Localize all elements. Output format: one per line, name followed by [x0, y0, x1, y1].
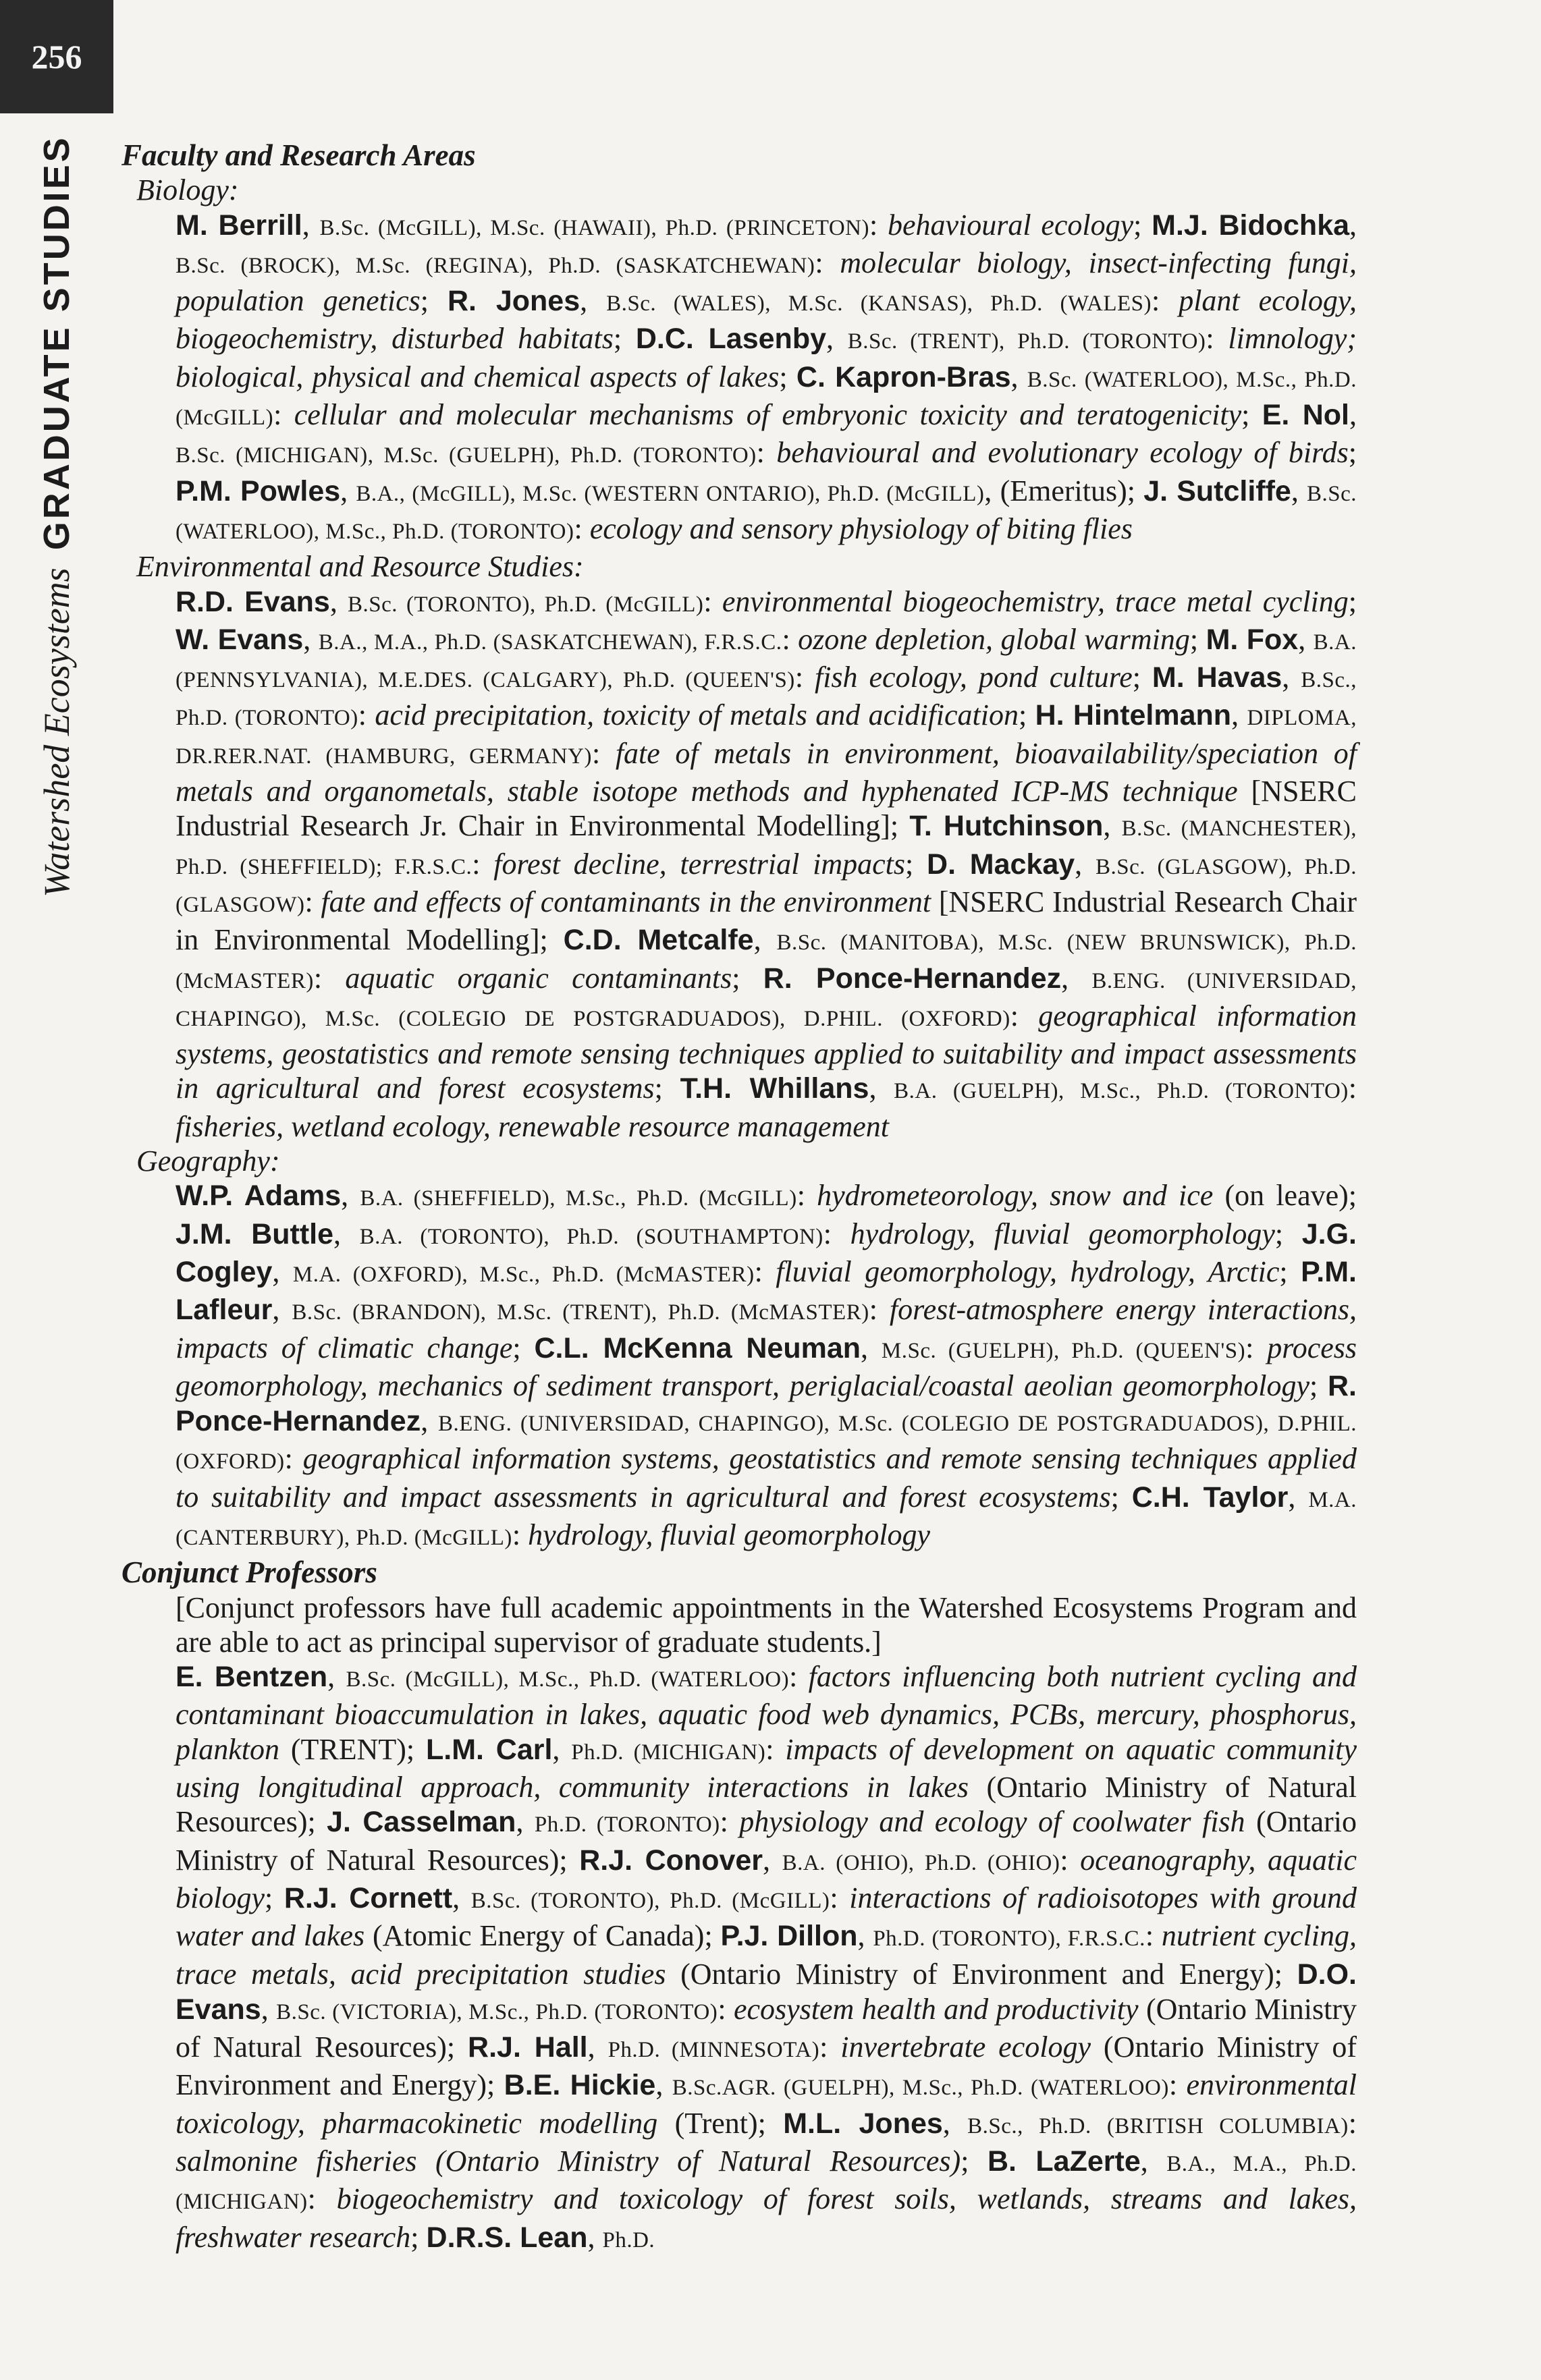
- research-area: forest-atmosphere energy interactions, impacts of climatic change: [175, 1293, 1357, 1364]
- faculty-credentials: Ph.D. (TORONTO): [534, 1812, 720, 1837]
- faculty-credentials: B.Sc. (WATERLOO), M.Sc., Ph.D. (TORONTO): [175, 481, 1357, 544]
- faculty-entry: J.G. Cogley, M.A. (OXFORD), M.Sc., Ph.D. (McMASTER): fluvial geomorphology, hydrology, Arctic;: [175, 1217, 1357, 1288]
- research-area: salmonine fisheries (Ontario Ministry of Natural Resources): [175, 2144, 961, 2178]
- faculty-credentials: M.A. (OXFORD), M.Sc., Ph.D. (McMASTER): [292, 1262, 755, 1287]
- faculty-entry: W. Evans, B.A., M.A., Ph.D. (SASKATCHEWAN), F.R.S.C.: ozone depletion, global warming;: [175, 622, 1206, 656]
- faculty-name: P.M. Powles: [175, 474, 341, 507]
- faculty-credentials: B.Sc. (MANCHESTER), Ph.D. (SHEFFIELD); F.R.S.C.: [175, 817, 1357, 879]
- faculty-entry: M. Fox, B.A. (PENNSYLVANIA), M.E.DES. (CALGARY), Ph.D. (QUEEN'S): fish ecology, pond culture;: [175, 622, 1357, 694]
- faculty-entry: R.J. Cornett, B.Sc. (TORONTO), Ph.D. (McGILL): interactions of radioisotopes with ground water and lakes (Atomic Energy of Canada);: [175, 1881, 1357, 1953]
- faculty-name: B.E. Hickie: [504, 2069, 656, 2102]
- faculty-entry: T.H. Whillans, B.A. (GUELPH), M.Sc., Ph.D. (TORONTO): fisheries, wetland ecology, renewable resource management: [175, 1072, 1357, 1143]
- faculty-entry: L.M. Carl, Ph.D. (MICHIGAN): impacts of development on aquatic community using longitudinal approach, community interactions in lakes (Ontario Ministry of Natural Resources);: [175, 1732, 1357, 1839]
- faculty-note: (Emeritus): [1000, 474, 1127, 507]
- program-name: Watershed Ecosystems: [36, 568, 77, 897]
- research-area: fate of metals in environment, bioavailability/speciation of metals and organometals, stable isotope methods and hyphenated ICP-MS technique: [175, 736, 1357, 808]
- faculty-entry: W.P. Adams, B.A. (SHEFFIELD), M.Sc., Ph.D. (McGILL): hydrometeorology, snow and ice (on leave);: [175, 1179, 1357, 1213]
- faculty-entry: E. Nol, B.Sc. (MICHIGAN), M.Sc. (GUELPH), Ph.D. (TORONTO): behavioural and evolutionary ecology of birds;: [175, 398, 1357, 470]
- faculty-note: (Atomic Energy of Canada): [372, 1919, 705, 1953]
- faculty-credentials: B.A. (PENNSYLVANIA), M.E.DES. (CALGARY), Ph.D. (QUEEN'S): [175, 630, 1357, 693]
- faculty-entry: D.R.S. Lean, Ph.D.: [426, 2220, 655, 2254]
- research-area: interactions of radioisotopes with ground water and lakes: [175, 1881, 1357, 1953]
- faculty-credentials: B.Sc. (VICTORIA), M.Sc., Ph.D. (TORONTO): [276, 1999, 718, 2024]
- research-area: factors influencing both nutrient cycling and contaminant bioaccumulation in lakes, aquatic food web dynamics, PCBs, mercury, phosphorus, plankton: [175, 1660, 1357, 1766]
- faculty-note: [NSERC Industrial Research Jr. Chair in Environmental Modelling]: [175, 775, 1357, 843]
- faculty-name: R. Ponce-Hernandez: [763, 962, 1062, 995]
- research-area: fluvial geomorphology, hydrology, Arctic: [776, 1254, 1280, 1288]
- research-area: environmental toxicology, pharmacokinetic modelling: [175, 2068, 1357, 2140]
- faculty-name: M. Havas: [1152, 661, 1282, 694]
- faculty-entry: R.D. Evans, B.Sc. (TORONTO), Ph.D. (McGILL): environmental biogeochemistry, trace metal cycling;: [175, 584, 1357, 618]
- faculty-note: (Ontario Ministry of Environment and Energy): [680, 1957, 1274, 1991]
- faculty-entry: J.M. Buttle, B.A. (TORONTO), Ph.D. (SOUTHAMPTON): hydrology, fluvial geomorphology;: [175, 1217, 1302, 1250]
- faculty-name: D. Mackay: [927, 848, 1075, 881]
- faculty-name: W. Evans: [175, 623, 304, 656]
- research-area: oceanography, aquatic biology: [175, 1843, 1357, 1914]
- faculty-name: C.H. Taylor: [1131, 1480, 1289, 1514]
- faculty-name: R.J. Conover: [579, 1844, 763, 1877]
- research-area: hydrometeorology, snow and ice: [817, 1179, 1214, 1213]
- faculty-note: (Ontario Ministry of Natural Resources): [175, 1992, 1357, 2064]
- faculty-entry: D.C. Lasenby, B.Sc. (TRENT), Ph.D. (TORONTO): limnology; biological, physical and chemical aspects of lakes;: [175, 322, 1357, 393]
- faculty-name: R.J. Cornett: [283, 1881, 453, 1914]
- research-area: behavioural ecology: [887, 208, 1134, 242]
- faculty-credentials: B.Sc. (GLASGOW), Ph.D. (GLASGOW): [175, 854, 1357, 917]
- faculty-entry: T. Hutchinson, B.Sc. (MANCHESTER), Ph.D. (SHEFFIELD); F.R.S.C.: forest decline, terrestrial impacts;: [175, 809, 1357, 881]
- faculty-credentials: B.A., M.A., Ph.D. (MICHIGAN): [175, 2152, 1357, 2215]
- faculty-credentials: B.A. (OHIO), Ph.D. (OHIO): [782, 1850, 1060, 1875]
- faculty-entry: M. Havas, B.Sc., Ph.D. (TORONTO): acid precipitation, toxicity of metals and acidification;: [175, 661, 1357, 732]
- faculty-name: C.L. McKenna Neuman: [534, 1331, 861, 1364]
- research-area: hydrology, fluvial geomorphology: [850, 1217, 1275, 1250]
- faculty-name: J.M. Buttle: [175, 1217, 334, 1250]
- faculty-note: (TRENT): [290, 1732, 406, 1766]
- research-area: ecosystem health and productivity: [733, 1992, 1139, 2026]
- faculty-name: T.H. Whillans: [680, 1072, 869, 1105]
- research-area: geographical information systems, geostatistics and remote sensing techniques applied to suitability and impact assessments in agricultural and forest ecosystems: [175, 999, 1357, 1105]
- faculty-credentials: B.Sc. (McGILL), M.Sc. (HAWAII), Ph.D. (PRINCETON): [319, 215, 869, 240]
- faculty-credentials: B.Sc.AGR. (GUELPH), M.Sc., Ph.D. (WATERLOO): [672, 2076, 1169, 2101]
- faculty-entry: C.D. Metcalfe, B.Sc. (MANITOBA), M.Sc. (NEW BRUNSWICK), Ph.D. (McMASTER): aquatic organic contaminants;: [175, 923, 1357, 995]
- faculty-entry: B.E. Hickie, B.Sc.AGR. (GUELPH), M.Sc., Ph.D. (WATERLOO): environmental toxicology, pharmacokinetic modelling (Trent);: [175, 2068, 1357, 2140]
- faculty-entry: R. Jones, B.Sc. (WALES), M.Sc. (KANSAS), Ph.D. (WALES): plant ecology, biogeochemistry, disturbed habitats;: [175, 284, 1357, 356]
- research-area: behavioural and evolutionary ecology of birds: [776, 436, 1349, 470]
- faculty-entry: M. Berrill, B.Sc. (McGILL), M.Sc. (HAWAII), Ph.D. (PRINCETON): behavioural ecology;: [175, 208, 1152, 242]
- faculty-name: J. Casselman: [327, 1806, 516, 1839]
- research-area: aquatic organic contaminants: [345, 961, 732, 995]
- faculty-entry: E. Bentzen, B.Sc. (McGILL), M.Sc., Ph.D. (WATERLOO): factors influencing both nutrient cycling and contaminant bioaccumulation in lakes, aquatic food web dynamics, PCBs, mercury, phosphorus, plankton (TRENT);: [175, 1660, 1357, 1766]
- faculty-note: (on leave): [1224, 1179, 1349, 1213]
- faculty-credentials: B.Sc. (WALES), M.Sc. (KANSAS), Ph.D. (WALES): [606, 292, 1152, 316]
- faculty-credentials: B.A. (GUELPH), M.Sc., Ph.D. (TORONTO): [894, 1079, 1349, 1104]
- faculty-name: C. Kapron-Bras: [796, 360, 1011, 393]
- faculty-credentials: Ph.D. (TORONTO), F.R.S.C.: [873, 1927, 1145, 1952]
- research-area: forest decline, terrestrial impacts: [493, 847, 905, 881]
- faculty-credentials: M.Sc. (GUELPH), Ph.D. (QUEEN'S): [881, 1338, 1246, 1363]
- faculty-credentials: Ph.D. (MICHIGAN): [571, 1740, 766, 1765]
- faculty-name: M. Fox: [1206, 623, 1299, 656]
- research-area: molecular biology, insect-infecting fungi, population genetics: [175, 246, 1357, 318]
- faculty-credentials: B.A., M.A., Ph.D. (SASKATCHEWAN), F.R.S.C.: [318, 630, 782, 655]
- faculty-name: R.J. Hall: [468, 2031, 588, 2064]
- research-area: fate and effects of contaminants in the environment: [321, 885, 931, 918]
- faculty-name: M.L. Jones: [783, 2107, 943, 2140]
- faculty-credentials: B.Sc., Ph.D. (BRITISH COLUMBIA): [967, 2113, 1349, 2138]
- faculty-name: E. Nol: [1262, 399, 1349, 432]
- research-area: limnology; biological, physical and chemical aspects of lakes: [175, 322, 1357, 393]
- research-area: cellular and molecular mechanisms of embryonic toxicity and teratogenicity: [294, 398, 1242, 432]
- faculty-credentials: B.Sc. (TRENT), Ph.D. (TORONTO): [847, 329, 1206, 354]
- faculty-name: P.J. Dillon: [720, 1920, 858, 1953]
- faculty-name: M.J. Bidochka: [1152, 209, 1350, 242]
- faculty-name: R. Ponce-Hernandez: [175, 1369, 1357, 1438]
- faculty-credentials: B.Sc. (TORONTO), Ph.D. (McGILL): [470, 1888, 830, 1913]
- page-number: 256: [0, 0, 113, 113]
- faculty-note: (Ontario Ministry of Natural Resources): [175, 1805, 1357, 1877]
- research-area: plant ecology, biogeochemistry, disturbed habitats: [175, 284, 1357, 356]
- faculty-note: (Ontario Ministry of Environment and Energy): [175, 2030, 1357, 2102]
- faculty-credentials: B.ENG. (UNIVERSIDAD, CHAPINGO), M.Sc. (COLEGIO DE POSTGRADUADOS), D.PHIL. (OXFORD): [175, 1412, 1357, 1474]
- conjunct-intro: [Conjunct professors have full academic appointments in the Watershed Ecosystems Program and are able to act as principal supervisor of graduate students.]: [175, 1590, 1357, 1659]
- faculty-entry: P.J. Dillon, Ph.D. (TORONTO), F.R.S.C.: nutrient cycling, trace metals, acid precipitation studies (Ontario Ministry of Environment and Energy);: [175, 1919, 1357, 1991]
- faculty-credentials: Ph.D.: [602, 2227, 655, 2252]
- faculty-name: L.M. Carl: [425, 1733, 553, 1766]
- faculty-note: [NSERC Industrial Research Chair in Environmental Modelling]: [175, 885, 1357, 957]
- section-heading: Faculty and Research Areas: [121, 138, 476, 172]
- faculty-entry: J. Sutcliffe, B.Sc. (WATERLOO), M.Sc., Ph.D. (TORONTO): ecology and sensory physiology of biting flies: [175, 474, 1357, 545]
- research-area: process geomorphology, mechanics of sediment transport, periglacial/coastal aeolian geomorphology: [175, 1331, 1357, 1402]
- research-area: hydrology, fluvial geomorphology: [528, 1518, 931, 1551]
- faculty-entry: P.M. Lafleur, B.Sc. (BRANDON), M.Sc. (TRENT), Ph.D. (McMASTER): forest-atmosphere energy interactions, impacts of climatic change;: [175, 1255, 1357, 1364]
- faculty-entry: C. Kapron-Bras, B.Sc. (WATERLOO), M.Sc., Ph.D. (McGILL): cellular and molecular mechanisms of embryonic toxicity and teratogenicity;: [175, 360, 1357, 432]
- faculty-credentials: M.A. (CANTERBURY), Ph.D. (McGILL): [175, 1487, 1357, 1550]
- faculty-name: D.R.S. Lean: [426, 2221, 588, 2254]
- faculty-credentials: B.Sc. (MICHIGAN), M.Sc. (GUELPH), Ph.D. (TORONTO): [175, 443, 757, 468]
- research-area: geographical information systems, geostatistics and remote sensing techniques applied to suitability and impact assessments in agricultural and forest ecosystems: [175, 1442, 1357, 1514]
- discipline-heading: Biology:: [136, 173, 239, 207]
- faculty-groups: [121, 173, 1357, 1555]
- conjunct-list: [121, 1590, 1357, 2258]
- faculty-entry: M.J. Bidochka, B.Sc. (BROCK), M.Sc. (REGINA), Ph.D. (SASKATCHEWAN): molecular biology, insect-infecting fungi, population genetics;: [175, 208, 1357, 318]
- faculty-entry: M.L. Jones, B.Sc., Ph.D. (BRITISH COLUMBIA): salmonine fisheries (Ontario Ministry of Natural Resources);: [175, 2106, 1357, 2178]
- faculty-name: R.D. Evans: [175, 585, 330, 618]
- faculty-credentials: B.Sc. (BROCK), M.Sc. (REGINA), Ph.D. (SASKATCHEWAN): [175, 253, 815, 278]
- faculty-credentials: Ph.D. (MINNESOTA): [607, 2038, 820, 2063]
- research-area: nutrient cycling, trace metals, acid precipitation studies: [175, 1919, 1357, 1991]
- research-area: invertebrate ecology: [840, 2030, 1091, 2064]
- faculty-entry: R.J. Conover, B.A. (OHIO), Ph.D. (OHIO): oceanography, aquatic biology;: [175, 1843, 1357, 1914]
- research-area: physiology and ecology of coolwater fish: [739, 1805, 1245, 1839]
- faculty-name: B. LaZerte: [987, 2145, 1141, 2178]
- research-area: impacts of development on aquatic community using longitudinal approach, community interactions in lakes: [175, 1732, 1357, 1804]
- faculty-credentials: DIPLOMA, DR.RER.NAT. (HAMBURG, GERMANY): [175, 706, 1357, 769]
- faculty-entry: R.J. Hall, Ph.D. (MINNESOTA): invertebrate ecology (Ontario Ministry of Environment and Energy);: [175, 2030, 1357, 2102]
- research-area: fish ecology, pond culture: [814, 661, 1133, 694]
- faculty-entry: R. Ponce-Hernandez, B.ENG. (UNIVERSIDAD, CHAPINGO), M.Sc. (COLEGIO DE POSTGRADUADOS), D.PHIL. (OXFORD): geographical information systems, geostatistics and remote sensing techniques applied to suitability and impact assessments in agricultural and forest ecosystems;: [175, 961, 1357, 1105]
- faculty-name: H. Hintelmann: [1035, 699, 1232, 732]
- faculty-name: E. Bentzen: [175, 1661, 328, 1694]
- faculty-credentials: B.Sc. (TORONTO), Ph.D. (McGILL): [348, 592, 704, 617]
- faculty-credentials: B.Sc. (McGILL), M.Sc., Ph.D. (WATERLOO): [346, 1667, 790, 1692]
- conjunct-heading: Conjunct Professors: [121, 1555, 377, 1590]
- research-area: ecology and sensory physiology of biting flies: [589, 511, 1133, 545]
- faculty-credentials: B.Sc. (WATERLOO), M.Sc., Ph.D. (McGILL): [175, 367, 1357, 431]
- discipline-heading: Geography:: [136, 1144, 280, 1178]
- faculty-name: W.P. Adams: [175, 1180, 342, 1213]
- faculty-name: D.C. Lasenby: [635, 323, 827, 356]
- faculty-credentials: B.ENG. (UNIVERSIDAD, CHAPINGO), M.Sc. (COLEGIO DE POSTGRADUADOS), D.PHIL. (OXFORD): [175, 968, 1357, 1031]
- faculty-name: J. Sutcliffe: [1143, 474, 1291, 507]
- discipline-heading: Environmental and Resource Studies:: [136, 550, 584, 584]
- discipline-faculty: [121, 584, 1357, 1144]
- faculty-credentials: B.A., (McGILL), M.Sc. (WESTERN ONTARIO), Ph.D. (McGILL): [356, 481, 985, 506]
- running-head: [0, 135, 113, 897]
- faculty-credentials: B.Sc. (BRANDON), M.Sc. (TRENT), Ph.D. (McMASTER): [292, 1300, 869, 1325]
- faculty-name: T. Hutchinson: [909, 810, 1104, 843]
- research-area: ozone depletion, global warming: [798, 622, 1190, 656]
- faculty-entry: D.O. Evans, B.Sc. (VICTORIA), M.Sc., Ph.D. (TORONTO): ecosystem health and productivity (Ontario Ministry of Natural Resources);: [175, 1958, 1357, 2064]
- faculty-name: P.M. Lafleur: [175, 1255, 1357, 1327]
- faculty-note: (Ontario Ministry of Natural Resources): [175, 1771, 1357, 1839]
- faculty-list: [121, 138, 1357, 2258]
- faculty-note: (Trent): [674, 2106, 758, 2140]
- conjunct-entries: [175, 1660, 1357, 2253]
- faculty-name: M. Berrill: [175, 209, 302, 242]
- faculty-entry: C.L. McKenna Neuman, M.Sc. (GUELPH), Ph.D. (QUEEN'S): process geomorphology, mechanics of sediment transport, periglacial/coastal aeolian geomorphology;: [175, 1331, 1357, 1402]
- faculty-entry: C.H. Taylor, M.A. (CANTERBURY), Ph.D. (McGILL): hydrology, fluvial geomorphology: [175, 1480, 1357, 1551]
- faculty-entry: D. Mackay, B.Sc. (GLASGOW), Ph.D. (GLASGOW): fate and effects of contaminants in the environment [NSERC Industrial Research Chair in Environmental Modelling];: [175, 847, 1357, 957]
- faculty-credentials: B.A. (TORONTO), Ph.D. (SOUTHAMPTON): [359, 1224, 823, 1249]
- discipline-faculty: [121, 1178, 1357, 1555]
- discipline-faculty: [121, 208, 1357, 550]
- research-area: fisheries, wetland ecology, renewable resource management: [175, 1109, 889, 1143]
- faculty-entry: R. Ponce-Hernandez, B.ENG. (UNIVERSIDAD, CHAPINGO), M.Sc. (COLEGIO DE POSTGRADUADOS), D.PHIL. (OXFORD): geographical information systems, geostatistics and remote sensing techniques applied to suitability and impact assessments in agricultural and forest ecosystems;: [175, 1369, 1357, 1514]
- research-area: environmental biogeochemistry, trace metal cycling: [722, 584, 1349, 618]
- faculty-name: R. Jones: [447, 285, 580, 318]
- faculty-entry: P.M. Powles, B.A., (McGILL), M.Sc. (WESTERN ONTARIO), Ph.D. (McGILL), (Emeritus);: [175, 474, 1144, 507]
- research-area: acid precipitation, toxicity of metals and acidification: [375, 698, 1019, 732]
- faculty-credentials: B.Sc., Ph.D. (TORONTO): [175, 668, 1357, 731]
- faculty-name: C.D. Metcalfe: [563, 924, 754, 957]
- faculty-entry: H. Hintelmann, DIPLOMA, DR.RER.NAT. (HAMBURG, GERMANY): fate of metals in environment, bioavailability/speciation of metals and organometals, stable isotope methods and hyphenated ICP-MS technique [NSERC Industrial Research Jr. Chair in Environmental Modelling];: [175, 698, 1357, 843]
- faculty-name: J.G. Cogley: [175, 1217, 1357, 1288]
- faculty-credentials: B.A. (SHEFFIELD), M.Sc., Ph.D. (McGILL): [360, 1186, 797, 1211]
- section-name: GRADUATE STUDIES: [36, 135, 77, 551]
- faculty-entry: B. LaZerte, B.A., M.A., Ph.D. (MICHIGAN): biogeochemistry and toxicology of forest soils, wetlands, streams and lakes, freshwater research;: [175, 2144, 1357, 2254]
- faculty-credentials: B.Sc. (MANITOBA), M.Sc. (NEW BRUNSWICK), Ph.D. (McMASTER): [175, 931, 1357, 993]
- research-area: biogeochemistry and toxicology of forest soils, wetlands, streams and lakes, freshwater research: [175, 2182, 1357, 2254]
- faculty-entry: J. Casselman, Ph.D. (TORONTO): physiology and ecology of coolwater fish (Ontario Ministry of Natural Resources);: [175, 1805, 1357, 1877]
- faculty-name: D.O. Evans: [175, 1958, 1357, 2026]
